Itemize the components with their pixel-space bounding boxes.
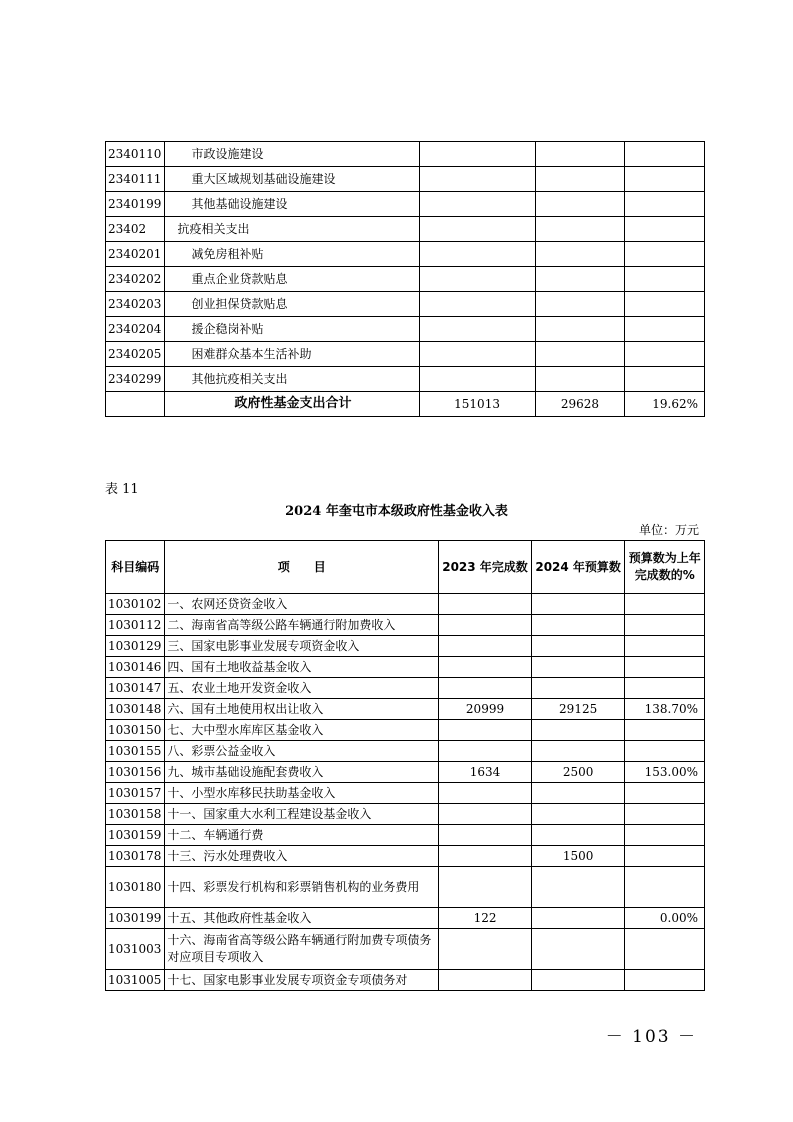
table-row bbox=[106, 867, 705, 908]
row-code: 1030155 bbox=[106, 741, 165, 762]
header-2023: 2023 年完成数 bbox=[439, 541, 532, 594]
row-2023-value: 20999 bbox=[439, 699, 532, 720]
table-row bbox=[106, 142, 705, 167]
row-ratio-value: 153.00% bbox=[625, 762, 705, 783]
empty-cell bbox=[419, 367, 535, 392]
table-row bbox=[106, 657, 705, 678]
row-code: 1031005 bbox=[106, 970, 165, 991]
header-2024: 2024 年预算数 bbox=[531, 541, 625, 594]
empty-cell bbox=[625, 217, 705, 242]
row-name: 三、国家电影事业发展专项资金收入 bbox=[165, 636, 439, 657]
empty-cell bbox=[535, 242, 625, 267]
row-2024-value bbox=[531, 720, 625, 741]
row-code: 1030158 bbox=[106, 804, 165, 825]
row-code: 1030199 bbox=[106, 908, 165, 929]
row-2024-value bbox=[531, 908, 625, 929]
row-code: 1030112 bbox=[106, 615, 165, 636]
row-ratio-value bbox=[625, 741, 705, 762]
row-name: 减免房租补贴 bbox=[165, 242, 419, 267]
table-row bbox=[106, 317, 705, 342]
row-code: 1030148 bbox=[106, 699, 165, 720]
row-name: 八、彩票公益金收入 bbox=[165, 741, 439, 762]
row-2024-value: 1500 bbox=[531, 846, 625, 867]
row-name: 十四、彩票发行机构和彩票销售机构的业务费用 bbox=[165, 867, 439, 908]
row-2023-value bbox=[439, 615, 532, 636]
table-row bbox=[106, 367, 705, 392]
table-row bbox=[106, 762, 705, 783]
row-code: 1030150 bbox=[106, 720, 165, 741]
table-row bbox=[106, 636, 705, 657]
row-name: 其他抗疫相关支出 bbox=[165, 367, 419, 392]
row-2024-value bbox=[531, 929, 625, 970]
row-ratio-value bbox=[625, 783, 705, 804]
empty-cell bbox=[419, 292, 535, 317]
total-row bbox=[106, 392, 705, 417]
table-row bbox=[106, 267, 705, 292]
row-2024-value bbox=[531, 678, 625, 699]
row-ratio-value bbox=[625, 970, 705, 991]
row-name: 七、大中型水库库区基金收入 bbox=[165, 720, 439, 741]
empty-cell bbox=[419, 267, 535, 292]
row-ratio-value bbox=[625, 636, 705, 657]
row-name: 二、海南省高等级公路车辆通行附加费收入 bbox=[165, 615, 439, 636]
row-2023-value bbox=[439, 678, 532, 699]
row-name: 十一、国家重大水利工程建设基金收入 bbox=[165, 804, 439, 825]
empty-cell bbox=[625, 292, 705, 317]
row-code: 1030156 bbox=[106, 762, 165, 783]
row-code: 1030157 bbox=[106, 783, 165, 804]
row-2024-value bbox=[531, 594, 625, 615]
row-ratio-value bbox=[625, 804, 705, 825]
row-ratio-value bbox=[625, 678, 705, 699]
row-name: 抗疫相关支出 bbox=[165, 217, 419, 242]
row-name: 六、国有土地使用权出让收入 bbox=[165, 699, 439, 720]
row-2023-value bbox=[439, 720, 532, 741]
row-2024-value: 29125 bbox=[531, 699, 625, 720]
row-2024-value: 2500 bbox=[531, 762, 625, 783]
row-code: 2340204 bbox=[106, 317, 165, 342]
table-row bbox=[106, 908, 705, 929]
empty-cell bbox=[625, 267, 705, 292]
header-item: 项 目 bbox=[165, 541, 439, 594]
empty-cell bbox=[419, 142, 535, 167]
row-name: 十七、国家电影事业发展专项资金专项债务对 bbox=[165, 970, 439, 991]
table-row bbox=[106, 741, 705, 762]
empty-cell bbox=[625, 142, 705, 167]
table-row bbox=[106, 699, 705, 720]
row-ratio-value: 138.70% bbox=[625, 699, 705, 720]
row-ratio-value: 0.00% bbox=[625, 908, 705, 929]
row-code: 2340205 bbox=[106, 342, 165, 367]
row-2023-value: 122 bbox=[439, 908, 532, 929]
row-code: 2340199 bbox=[106, 192, 165, 217]
row-code: 1030147 bbox=[106, 678, 165, 699]
total-value-actual: 29628 bbox=[535, 392, 625, 417]
fund-revenue-table bbox=[105, 540, 705, 991]
row-code: 2340203 bbox=[106, 292, 165, 317]
row-code: 2340299 bbox=[106, 367, 165, 392]
table-row bbox=[106, 804, 705, 825]
row-2024-value bbox=[531, 867, 625, 908]
row-code: 2340201 bbox=[106, 242, 165, 267]
row-ratio-value bbox=[625, 615, 705, 636]
empty-cell bbox=[625, 242, 705, 267]
row-ratio-value bbox=[625, 846, 705, 867]
row-ratio-value bbox=[625, 657, 705, 678]
row-2023-value bbox=[439, 783, 532, 804]
total-label: 政府性基金支出合计 bbox=[165, 392, 419, 417]
row-name: 一、农网还贷资金收入 bbox=[165, 594, 439, 615]
row-ratio-value bbox=[625, 594, 705, 615]
empty-cell bbox=[625, 367, 705, 392]
row-code: 1030146 bbox=[106, 657, 165, 678]
row-code: 2340111 bbox=[106, 167, 165, 192]
table-row bbox=[106, 783, 705, 804]
table-title: 2024 年奎屯市本级政府性基金收入表 bbox=[285, 504, 508, 519]
empty-cell bbox=[419, 217, 535, 242]
row-2024-value bbox=[531, 636, 625, 657]
row-2024-value bbox=[531, 825, 625, 846]
row-name: 十、小型水库移民扶助基金收入 bbox=[165, 783, 439, 804]
total-value-budget: 151013 bbox=[419, 392, 535, 417]
row-ratio-value bbox=[625, 929, 705, 970]
unit-label: 单位：万元 bbox=[638, 523, 699, 537]
empty-cell bbox=[625, 192, 705, 217]
empty-cell bbox=[535, 167, 625, 192]
row-code: 1030159 bbox=[106, 825, 165, 846]
table-row bbox=[106, 615, 705, 636]
table-row bbox=[106, 342, 705, 367]
empty-cell bbox=[535, 142, 625, 167]
row-code: 1030178 bbox=[106, 846, 165, 867]
row-name: 四、国有土地收益基金收入 bbox=[165, 657, 439, 678]
table-row bbox=[106, 720, 705, 741]
row-2024-value bbox=[531, 804, 625, 825]
row-name: 重大区域规划基础设施建设 bbox=[165, 167, 419, 192]
row-ratio-value bbox=[625, 867, 705, 908]
row-name: 九、城市基础设施配套费收入 bbox=[165, 762, 439, 783]
row-code: 2340110 bbox=[106, 142, 165, 167]
row-2024-value bbox=[531, 657, 625, 678]
row-name: 市政设施建设 bbox=[165, 142, 419, 167]
row-name: 创业担保贷款贴息 bbox=[165, 292, 419, 317]
row-2023-value bbox=[439, 636, 532, 657]
row-code: 1030129 bbox=[106, 636, 165, 657]
table-row bbox=[106, 678, 705, 699]
row-name: 五、农业土地开发资金收入 bbox=[165, 678, 439, 699]
table-row bbox=[106, 242, 705, 267]
row-2024-value bbox=[531, 970, 625, 991]
table-row bbox=[106, 825, 705, 846]
table-row bbox=[106, 594, 705, 615]
row-2023-value bbox=[439, 741, 532, 762]
row-code: 1030102 bbox=[106, 594, 165, 615]
table-row bbox=[106, 217, 705, 242]
table-row bbox=[106, 970, 705, 991]
row-ratio-value bbox=[625, 825, 705, 846]
empty-cell bbox=[535, 292, 625, 317]
empty-cell bbox=[535, 367, 625, 392]
empty-cell bbox=[625, 317, 705, 342]
empty-cell bbox=[419, 342, 535, 367]
row-name: 十六、海南省高等级公路车辆通行附加费专项债务对应项目专项收入 bbox=[165, 929, 439, 970]
empty-cell bbox=[419, 192, 535, 217]
table-number-label: 表 11 bbox=[105, 482, 139, 497]
row-2024-value bbox=[531, 783, 625, 804]
row-name: 其他基础设施建设 bbox=[165, 192, 419, 217]
row-name: 十三、污水处理费收入 bbox=[165, 846, 439, 867]
row-2024-value bbox=[531, 615, 625, 636]
row-ratio-value bbox=[625, 720, 705, 741]
empty-cell bbox=[535, 317, 625, 342]
row-2023-value bbox=[439, 825, 532, 846]
empty-cell bbox=[419, 317, 535, 342]
empty-cell bbox=[535, 342, 625, 367]
row-2023-value bbox=[439, 846, 532, 867]
empty-cell bbox=[106, 392, 165, 417]
row-code: 2340202 bbox=[106, 267, 165, 292]
row-code: 1030180 bbox=[106, 867, 165, 908]
table-header-row bbox=[106, 541, 705, 594]
row-2023-value bbox=[439, 594, 532, 615]
table-row bbox=[106, 846, 705, 867]
row-2023-value bbox=[439, 657, 532, 678]
empty-cell bbox=[535, 267, 625, 292]
row-2023-value bbox=[439, 929, 532, 970]
row-code: 1031003 bbox=[106, 929, 165, 970]
row-name: 困难群众基本生活补助 bbox=[165, 342, 419, 367]
row-2023-value bbox=[439, 867, 532, 908]
row-2023-value bbox=[439, 970, 532, 991]
row-code: 23402 bbox=[106, 217, 165, 242]
row-2023-value: 1634 bbox=[439, 762, 532, 783]
table-row bbox=[106, 292, 705, 317]
header-ratio: 预算数为上年完成数的% bbox=[625, 541, 705, 594]
row-2023-value bbox=[439, 804, 532, 825]
empty-cell bbox=[535, 217, 625, 242]
upper-expenditure-table bbox=[105, 141, 705, 417]
empty-cell bbox=[419, 242, 535, 267]
row-name: 十二、车辆通行费 bbox=[165, 825, 439, 846]
row-name: 重点企业贷款贴息 bbox=[165, 267, 419, 292]
row-2024-value bbox=[531, 741, 625, 762]
header-code: 科目编码 bbox=[106, 541, 165, 594]
empty-cell bbox=[625, 342, 705, 367]
empty-cell bbox=[535, 192, 625, 217]
table-row bbox=[106, 167, 705, 192]
total-value-ratio: 19.62% bbox=[625, 392, 705, 417]
empty-cell bbox=[625, 167, 705, 192]
table-row bbox=[106, 929, 705, 970]
row-name: 十五、其他政府性基金收入 bbox=[165, 908, 439, 929]
empty-cell bbox=[419, 167, 535, 192]
table-row bbox=[106, 192, 705, 217]
page-number: － 103 － bbox=[605, 1027, 697, 1047]
row-name: 援企稳岗补贴 bbox=[165, 317, 419, 342]
